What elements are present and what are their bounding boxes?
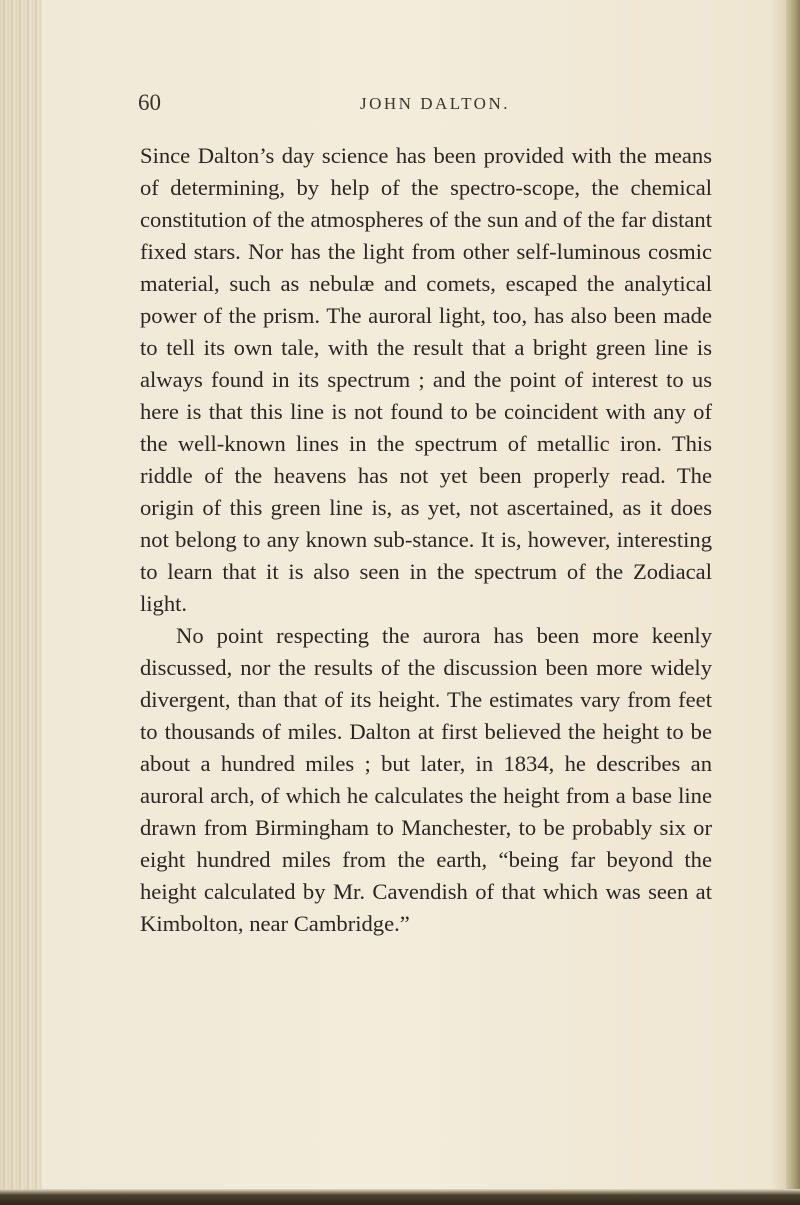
page-number: 60 <box>138 90 161 115</box>
paragraph: Since Dalton’s day science has been provided with the means of determining, by help of the spectro-scope, the chemical constitution of the atmospheres of the sun and of the far distant fixed stars. Nor has the light from other self-luminous cosmic material, such as nebulæ and comets, escaped the analytical power of the prism. The auroral light, too, has also been made to tell its own tale, with the result that a bright green line is always found in its spectrum ; and the point of interest to us here is that this line is not found to be coincident with any of the well-known lines in the spectrum of metallic iron. This riddle of the heavens has not yet been properly read. The origin of this green line is, as yet, not ascertained, as it does not belong to any known sub-stance. It is, however, interesting to learn that it is also seen in the spectrum of the Zodiacal light. <box>140 143 712 616</box>
page-right-edge <box>786 0 800 1205</box>
page-header <box>0 88 800 128</box>
running-head: JOHN DALTON. <box>360 94 510 113</box>
page-binding-edge <box>0 0 42 1205</box>
page-bottom-edge <box>0 1189 800 1205</box>
body-text <box>140 140 712 940</box>
paragraph: No point respecting the aurora has been more keenly discussed, nor the results of the discussion been more widely divergent, than that of its height. The estimates vary from feet to thousands of miles. Dalton at first believed the height to be about a hundred miles ; but later, in 1834, he describes an auroral arch, of which he calculates the height from a base line drawn from Birmingham to Manchester, to be probably six or eight hundred miles from the earth, “being far beyond the height calculated by Mr. Cavendish of that which was seen at Kimbolton, near Cambridge.” <box>140 623 712 936</box>
